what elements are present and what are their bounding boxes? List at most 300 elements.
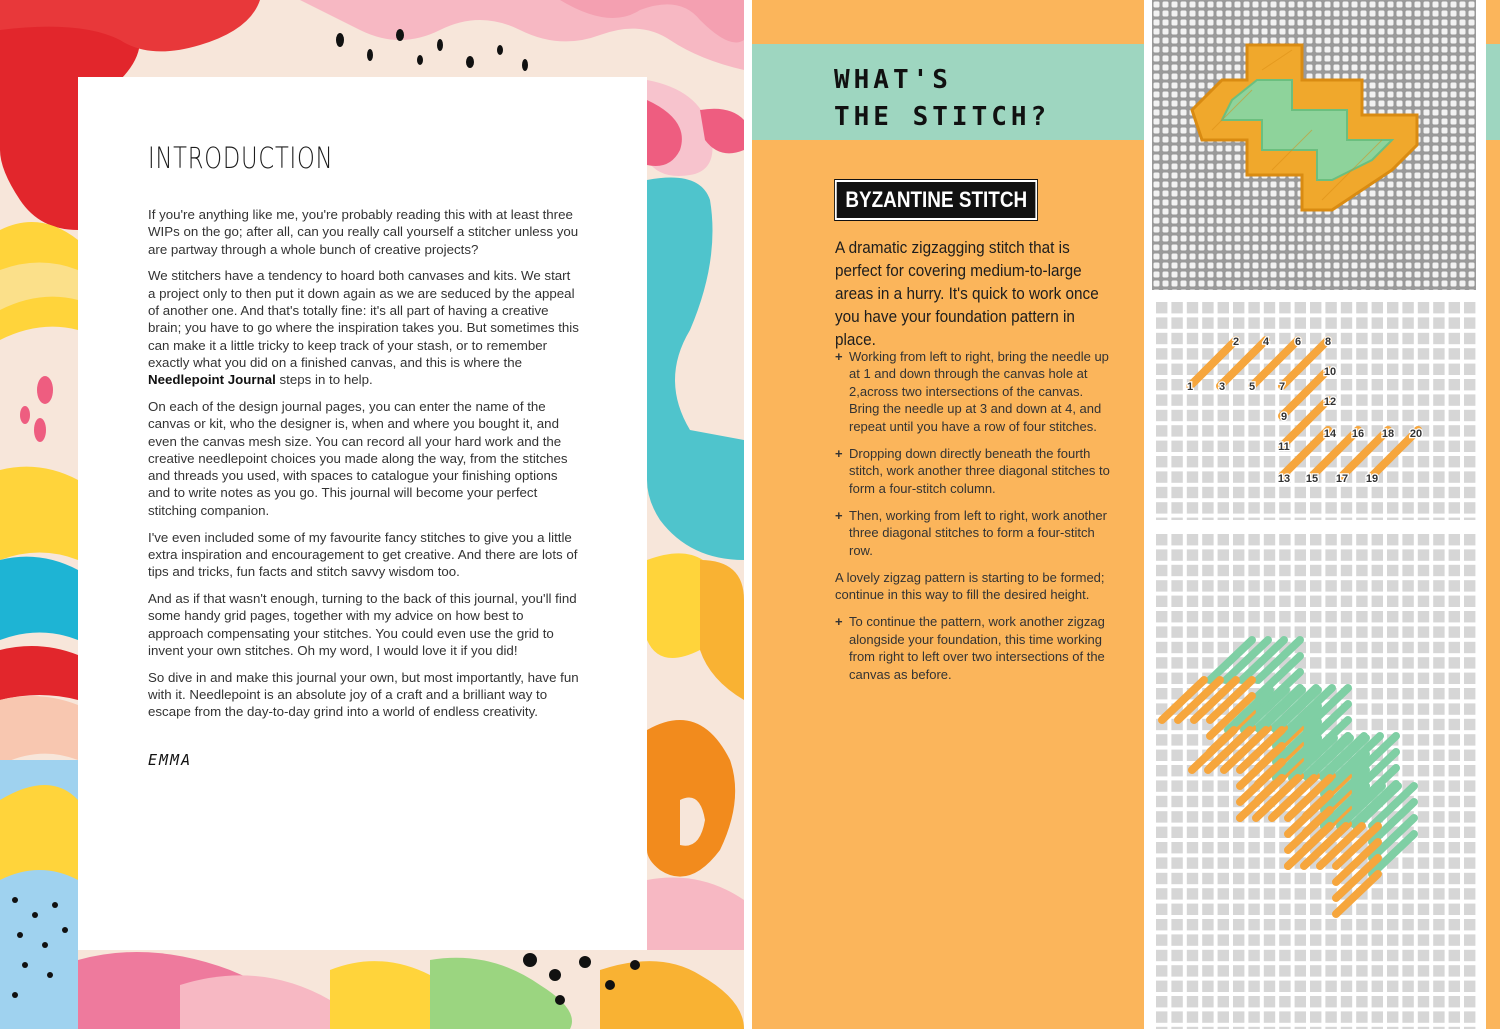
grid-cell [1202, 565, 1213, 576]
grid-cell [1402, 703, 1413, 714]
grid-cell [1171, 950, 1182, 961]
grid-cell [1433, 842, 1444, 853]
grid-cell [1325, 410, 1336, 421]
grid-cell [1248, 981, 1259, 992]
grid-cell [1464, 780, 1475, 791]
grid-cell [1310, 673, 1321, 684]
grid-cell [1464, 471, 1475, 482]
grid-cell [1325, 965, 1336, 976]
grid-cell [1202, 394, 1213, 405]
grid-cell [1233, 410, 1244, 421]
grid-cell [1171, 611, 1182, 622]
grid-cell [1156, 765, 1167, 776]
grid-cell [1433, 719, 1444, 730]
grid-cell [1464, 873, 1475, 884]
grid-cell [1464, 565, 1475, 576]
grid-cell [1372, 565, 1383, 576]
grid-cell [1372, 394, 1383, 405]
grid-cell [1187, 996, 1198, 1007]
grid-cell [1356, 317, 1367, 328]
grid-cell [1264, 502, 1275, 513]
grid-cell [1402, 394, 1413, 405]
grid-cell [1264, 857, 1275, 868]
grid-cell [1402, 765, 1413, 776]
step-text: To continue the pattern, work another zigzag alongside your foundation, this time working from right to left over two intersections of the canvas as before. [849, 614, 1105, 682]
grid-cell [1433, 673, 1444, 684]
grid-cell [1387, 502, 1398, 513]
grid-cell [1202, 441, 1213, 452]
grid-cell [1264, 919, 1275, 930]
grid-cell [1464, 888, 1475, 899]
grid-cell [1325, 348, 1336, 359]
grid-cell [1171, 487, 1182, 498]
grid-cell [1341, 333, 1352, 344]
grid-cell [1310, 502, 1321, 513]
grid-cell [1171, 596, 1182, 607]
grid-cell [1449, 873, 1460, 884]
grid-cell [1418, 780, 1429, 791]
grid-cell [1418, 996, 1429, 1007]
grid-cell [1233, 873, 1244, 884]
grid-cell [1433, 734, 1444, 745]
grid-cell [1402, 611, 1413, 622]
grid-cell [1356, 996, 1367, 1007]
grid-cell [1464, 502, 1475, 513]
grid-cell [1325, 642, 1336, 653]
grid-cell [1449, 487, 1460, 498]
grid-cell [1279, 333, 1290, 344]
stitch-diagram-foundation [1152, 298, 1476, 520]
grid-cell [1171, 657, 1182, 668]
grid-cell [1156, 364, 1167, 375]
grid-cell [1325, 549, 1336, 560]
grid-cell [1402, 734, 1413, 745]
grid-cell [1418, 549, 1429, 560]
stitch-number-label: 18 [1381, 428, 1395, 440]
grid-cell [1264, 410, 1275, 421]
grid-cell [1310, 950, 1321, 961]
grid-cell [1218, 873, 1229, 884]
grid-cell [1325, 534, 1336, 545]
grid-cell [1372, 934, 1383, 945]
grid-cell [1464, 857, 1475, 868]
intro-paragraph: If you're anything like me, you're probably reading this with at least three WIPs on the go; after all, can you really call yourself a stitcher unless you are partway through a whole bunch of creative projects? [148, 207, 579, 257]
grid-cell [1202, 996, 1213, 1007]
grid-cell [1387, 657, 1398, 668]
grid-cell [1202, 626, 1213, 637]
grid-cell [1187, 394, 1198, 405]
grid-cell [1295, 596, 1306, 607]
grid-cell [1433, 394, 1444, 405]
stitch-number-label: 10 [1323, 366, 1337, 378]
stitch-number-label: 7 [1278, 381, 1286, 393]
grid-cell [1187, 410, 1198, 421]
grid-cell [1449, 534, 1460, 545]
grid-cell [1295, 534, 1306, 545]
grid-cell [1202, 642, 1213, 653]
grid-cell [1418, 518, 1429, 520]
grid-cell [1233, 379, 1244, 390]
grid-cell [1402, 502, 1413, 513]
grid-cell [1295, 502, 1306, 513]
grid-cell [1156, 873, 1167, 884]
grid-cell [1156, 734, 1167, 745]
grid-cell [1218, 425, 1229, 436]
stitch-number-label: 19 [1365, 473, 1379, 485]
grid-cell [1218, 642, 1229, 653]
grid-cell [1341, 410, 1352, 421]
grid-cell [1218, 780, 1229, 791]
grid-cell [1218, 317, 1229, 328]
grid-cell [1341, 626, 1352, 637]
grid-cell [1464, 750, 1475, 761]
grid-cell [1218, 934, 1229, 945]
grid-cell [1171, 827, 1182, 838]
grid-cell [1187, 888, 1198, 899]
grid-cell [1187, 596, 1198, 607]
grid-cell [1279, 950, 1290, 961]
grid-cell [1218, 534, 1229, 545]
grid-cell [1449, 441, 1460, 452]
grid-cell [1202, 317, 1213, 328]
grid-cell [1187, 873, 1198, 884]
grid-cell [1418, 348, 1429, 359]
grid-cell [1433, 934, 1444, 945]
grid-cell [1372, 534, 1383, 545]
grid-cell [1248, 888, 1259, 899]
stitch-number-label: 1 [1186, 381, 1194, 393]
grid-cell [1464, 765, 1475, 776]
grid-cell [1372, 950, 1383, 961]
grid-cell [1433, 410, 1444, 421]
grid-cell [1187, 471, 1198, 482]
grid-cell [1171, 873, 1182, 884]
grid-cell [1264, 302, 1275, 313]
grid-cell [1233, 965, 1244, 976]
grid-cell [1156, 518, 1167, 520]
grid-cell [1171, 765, 1182, 776]
grid-cell [1279, 487, 1290, 498]
grid-cell [1310, 919, 1321, 930]
grid-cell [1264, 379, 1275, 390]
grid-cell [1171, 333, 1182, 344]
grid-cell [1202, 580, 1213, 591]
grid-cell [1187, 441, 1198, 452]
grid-cell [1156, 796, 1167, 807]
grid-cell [1418, 596, 1429, 607]
grid-cell [1433, 950, 1444, 961]
grid-cell [1279, 888, 1290, 899]
grid-cell [1171, 410, 1182, 421]
grid-cell [1402, 934, 1413, 945]
grid-cell [1325, 379, 1336, 390]
grid-cell [1325, 502, 1336, 513]
grid-cell [1156, 780, 1167, 791]
grid-cell [1372, 673, 1383, 684]
grid-cell [1325, 565, 1336, 576]
grid-cell [1418, 410, 1429, 421]
grid-cell [1356, 410, 1367, 421]
grid-cell [1264, 1011, 1275, 1022]
grid-cell [1310, 611, 1321, 622]
grid-cell [1218, 502, 1229, 513]
grid-cell [1356, 981, 1367, 992]
grid-cell [1449, 842, 1460, 853]
grid-cell [1310, 333, 1321, 344]
grid-cell [1248, 549, 1259, 560]
grid-cell [1202, 549, 1213, 560]
grid-cell [1341, 934, 1352, 945]
grid-cell [1295, 904, 1306, 915]
grid-cell [1171, 441, 1182, 452]
grid-cell [1372, 302, 1383, 313]
grid-cell [1171, 857, 1182, 868]
grid-cell [1464, 981, 1475, 992]
grid-cell [1433, 317, 1444, 328]
grid-cell [1202, 904, 1213, 915]
grid-cell [1171, 580, 1182, 591]
grid-cell [1433, 487, 1444, 498]
grid-cell [1464, 348, 1475, 359]
grid-cell [1218, 626, 1229, 637]
grid-cell [1402, 857, 1413, 868]
grid-cell [1387, 965, 1398, 976]
page-edge-strip [1486, 0, 1500, 1029]
grid-cell [1233, 857, 1244, 868]
grid-cell [1433, 780, 1444, 791]
grid-cell [1218, 857, 1229, 868]
grid-cell [1279, 534, 1290, 545]
grid-cell [1418, 534, 1429, 545]
grid-cell [1187, 549, 1198, 560]
grid-cell [1356, 379, 1367, 390]
grid-cell [1202, 950, 1213, 961]
grid-cell [1449, 410, 1460, 421]
grid-cell [1202, 919, 1213, 930]
grid-cell [1279, 873, 1290, 884]
grid-cell [1387, 919, 1398, 930]
grid-cell [1233, 502, 1244, 513]
right-page [752, 0, 1500, 1029]
grid-cell [1325, 518, 1336, 520]
grid-cell [1402, 919, 1413, 930]
grid-cell [1464, 441, 1475, 452]
grid-cell [1449, 518, 1460, 520]
grid-cell [1218, 333, 1229, 344]
step-item [835, 507, 1110, 559]
grid-cell [1418, 394, 1429, 405]
grid-cell [1418, 827, 1429, 838]
grid-cell [1310, 626, 1321, 637]
grid-cell [1372, 518, 1383, 520]
grid-cell [1433, 534, 1444, 545]
grid-cell [1295, 565, 1306, 576]
grid-cell [1418, 642, 1429, 653]
grid-cell [1449, 765, 1460, 776]
grid-cell [1433, 425, 1444, 436]
grid-cell [1449, 688, 1460, 699]
grid-cell [1295, 317, 1306, 328]
grid-cell [1264, 518, 1275, 520]
grid-cell [1372, 348, 1383, 359]
grid-cell [1464, 796, 1475, 807]
grid-cell [1233, 904, 1244, 915]
grid-cell [1418, 302, 1429, 313]
grid-cell [1264, 394, 1275, 405]
grid-cell [1402, 996, 1413, 1007]
grid-cell [1233, 580, 1244, 591]
grid-cell [1218, 996, 1229, 1007]
grid-cell [1279, 934, 1290, 945]
grid-cell [1449, 626, 1460, 637]
grid-cell [1372, 580, 1383, 591]
grid-cell [1356, 394, 1367, 405]
grid-cell [1310, 904, 1321, 915]
grid-cell [1187, 580, 1198, 591]
grid-cell [1356, 934, 1367, 945]
grid-cell [1325, 981, 1336, 992]
grid-cell [1279, 996, 1290, 1007]
grid-cell [1433, 611, 1444, 622]
grid-cell [1218, 904, 1229, 915]
grid-cell [1202, 379, 1213, 390]
grid-cell [1433, 888, 1444, 899]
grid-cell [1295, 348, 1306, 359]
grid-cell [1279, 302, 1290, 313]
grid-cell [1202, 965, 1213, 976]
grid-cell [1156, 333, 1167, 344]
grid-cell [1187, 981, 1198, 992]
grid-cell [1279, 364, 1290, 375]
grid-cell [1356, 348, 1367, 359]
grid-cell [1171, 904, 1182, 915]
grid-cell [1248, 580, 1259, 591]
grid-cell [1233, 888, 1244, 899]
grid-cell [1433, 379, 1444, 390]
grid-cell [1202, 534, 1213, 545]
grid-cell [1171, 888, 1182, 899]
grid-cell [1341, 596, 1352, 607]
grid-cell [1464, 965, 1475, 976]
grid-cell [1341, 487, 1352, 498]
grid-cell [1187, 904, 1198, 915]
grid-cell [1218, 302, 1229, 313]
grid-cell [1449, 965, 1460, 976]
grid-cell [1372, 317, 1383, 328]
grid-cell [1218, 518, 1229, 520]
introduction-card [78, 77, 647, 950]
grid-cell [1464, 317, 1475, 328]
grid-cell [1187, 456, 1198, 467]
grid-cell [1341, 965, 1352, 976]
grid-cell [1449, 657, 1460, 668]
grid-cell [1402, 333, 1413, 344]
grid-cell [1464, 626, 1475, 637]
grid-cell [1202, 471, 1213, 482]
grid-cell [1464, 827, 1475, 838]
grid-cell [1156, 1011, 1167, 1022]
grid-cell [1248, 996, 1259, 1007]
bullet-icon: + [835, 445, 843, 461]
grid-cell [1449, 811, 1460, 822]
grid-cell [1187, 518, 1198, 520]
grid-cell [1418, 719, 1429, 730]
grid-cell [1248, 534, 1259, 545]
grid-cell [1310, 534, 1321, 545]
grid-cell [1202, 410, 1213, 421]
grid-cell [1341, 950, 1352, 961]
grid-cell [1418, 441, 1429, 452]
grid-cell [1464, 950, 1475, 961]
grid-cell [1372, 1011, 1383, 1022]
stitch-number-label: 17 [1335, 473, 1349, 485]
grid-cell [1402, 1011, 1413, 1022]
grid-cell [1171, 673, 1182, 684]
grid-cell [1402, 657, 1413, 668]
grid-cell [1372, 364, 1383, 375]
grid-cell [1356, 919, 1367, 930]
grid-cell [1279, 580, 1290, 591]
grid-cell [1171, 302, 1182, 313]
grid-cell [1310, 965, 1321, 976]
grid-cell [1325, 611, 1336, 622]
grid-cell [1310, 302, 1321, 313]
grid-cell [1418, 888, 1429, 899]
grid-cell [1433, 333, 1444, 344]
grid-cell [1464, 703, 1475, 714]
grid-cell [1202, 827, 1213, 838]
grid-cell [1387, 379, 1398, 390]
grid-cell [1356, 518, 1367, 520]
grid-cell [1156, 750, 1167, 761]
grid-cell [1248, 596, 1259, 607]
grid-cell [1356, 487, 1367, 498]
grid-cell [1202, 857, 1213, 868]
grid-cell [1433, 857, 1444, 868]
grid-cell [1264, 888, 1275, 899]
grid-cell [1433, 873, 1444, 884]
intro-paragraph: So dive in and make this journal your own, but most importantly, have fun with it. Needlepoint is an absolute joy of a craft and a brilliant way to escape from the day-to-day grind into a world of endless creativity. [148, 669, 579, 720]
grid-cell [1402, 673, 1413, 684]
grid-cell [1156, 827, 1167, 838]
grid-cell [1156, 657, 1167, 668]
grid-cell [1248, 364, 1259, 375]
grid-cell [1156, 642, 1167, 653]
grid-cell [1233, 456, 1244, 467]
grid-cell [1387, 394, 1398, 405]
grid-cell [1449, 857, 1460, 868]
grid-cell [1218, 549, 1229, 560]
grid-cell [1449, 750, 1460, 761]
section-title [834, 62, 1050, 136]
grid-cell [1402, 534, 1413, 545]
grid-cell [1248, 1011, 1259, 1022]
grid-cell [1264, 534, 1275, 545]
grid-cell [1418, 1011, 1429, 1022]
grid-cell [1187, 487, 1198, 498]
grid-cell [1279, 919, 1290, 930]
grid-cell [1387, 996, 1398, 1007]
grid-cell [1464, 302, 1475, 313]
grid-cell [1187, 950, 1198, 961]
grid-cell [1248, 394, 1259, 405]
bullet-icon: + [835, 614, 843, 630]
grid-cell [1341, 1011, 1352, 1022]
grid-cell [1433, 348, 1444, 359]
grid-cell [1233, 425, 1244, 436]
grid-cell [1218, 596, 1229, 607]
grid-cell [1449, 456, 1460, 467]
